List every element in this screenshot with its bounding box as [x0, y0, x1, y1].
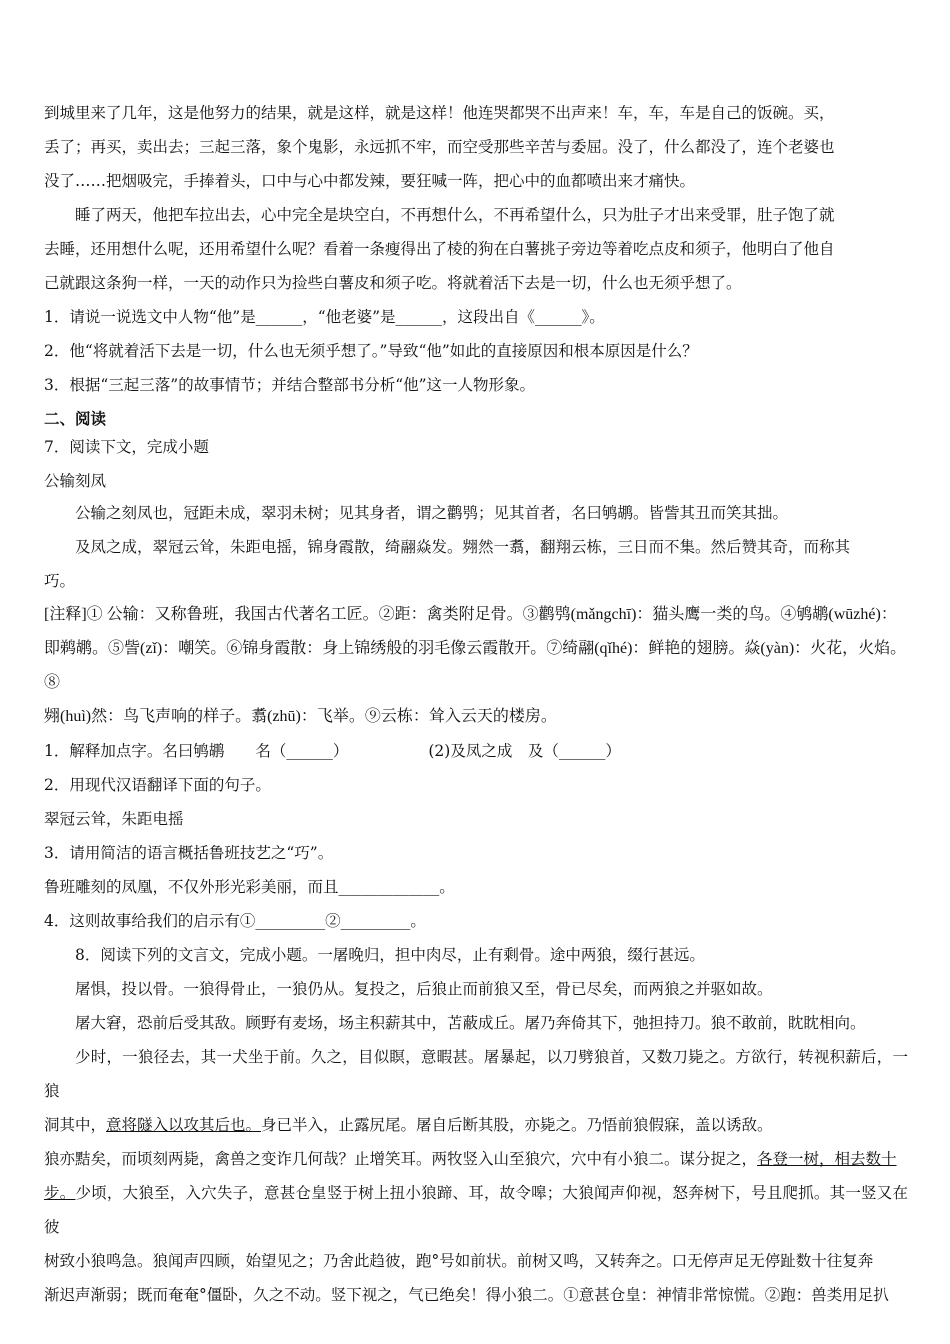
question-3: 3．根据“三起三落”的故事情节；并结合整部书分析“他”这一人物形象。	[44, 376, 536, 394]
passage1-line: 丢了；再买，卖出去；三起三落，象个鬼影，永远抓不牢，而空受那些辛苦与委屈。没了，什么都没了，连个老婆也	[44, 138, 835, 156]
annotation-line: [注释]① 公输：又称鲁班，我国古代著名工匠。②距：禽类附足骨。③鹳鸮(mǎngchī)：猫头鹰一类的鸟。④鸲鹕(wūzhé)：	[44, 606, 897, 623]
underlined-sentence: 步。	[44, 1184, 76, 1202]
question-7-intro: 7．阅读下文，完成小题	[44, 438, 209, 456]
passage1-line: 到城里来了几年，这是他努力的结果，就是这样，就是这样！他连哭都哭不出声来！车，车，车是自己的饭碗。买，	[44, 104, 835, 122]
q8-line	[44, 1176, 908, 1244]
passage-title: 公输刻凤	[44, 472, 107, 490]
document-page	[44, 96, 908, 1312]
section-heading: 二、阅读	[44, 410, 107, 428]
classical-text-line: 巧。	[44, 572, 76, 590]
question-1: 1．请说一说选文中人物“他”是______，“他老婆”是______，这段出自《______》。	[44, 308, 605, 326]
classical-text-line: 及凤之成，翠冠云耸，朱距电摇，锦身霞散，绮翮焱发。翙然一翥，翻翔云栋，三日而不集。然后赞其奇，而称其	[75, 538, 851, 556]
passage1-line: 己就跟这条狗一样，一天的动作只为捡些白薯皮和须子吃。将就着活下去是一切，什么也无须乎想了。	[44, 274, 742, 292]
q8-line: 渐迟声渐弱；既而奄奄°僵卧，久之不动。竖下视之，气已绝矣！得小狼二。①意甚仓皇：神情非常惊慌。②跑：兽类用足扒	[44, 1286, 889, 1304]
underlined-sentence: 各登一树，相去数十	[757, 1150, 897, 1168]
passage1-line: 没了……把烟吸完，手捧着头，口中与心中都发辣，要狂喊一阵，把心中的血都喷出来才痛快。	[44, 172, 696, 190]
question-7-1a: 1．解释加点字。名曰鸲鹕 名（______）	[44, 742, 349, 760]
q8-text: 少顷，大狼至，入穴失子，意甚仓皇竖于树上扭小狼蹄、耳，故令嗥；大狼闻声仰视，怒奔树下，号且爬抓。其一竖又在彼	[44, 1184, 908, 1236]
question-7-3: 3．请用简洁的语言概括鲁班技艺之“巧”。	[44, 844, 334, 862]
q8-line	[44, 1142, 908, 1176]
q8-line	[44, 1108, 908, 1142]
q8-line: 8．阅读下列的文言文，完成小题。一屠晚归，担中肉尽，止有剩骨。途中两狼，缀行甚远。	[75, 946, 705, 964]
q8-line: 树致小狼鸣急。狼闻声四顾，始望见之；乃舍此趋彼，跑°号如前状。前树又鸣，又转奔之。口无停声足无停趾数十往复奔	[44, 1252, 874, 1270]
question-7-1	[44, 734, 908, 768]
question-7-1b: (2)及凤之成 及（______）	[428, 742, 621, 760]
q8-text: 洞其中，	[44, 1116, 107, 1134]
passage1-line: 去睡，还用想什么呢，还用希望什么呢？看着一条瘦得出了棱的狗在白薯挑子旁边等着吃点皮和须子，他明白了他自	[44, 240, 835, 258]
question-7-3-answer: 鲁班雕刻的凤凰，不仅外形光彩美丽，而且_____________。	[44, 878, 455, 896]
annotation-line: 翙(huì)然：鸟飞声响的样子。翥(zhū)：飞举。⑨云栋：耸入云天的楼房。	[44, 708, 557, 725]
q8-line: 屠惧，投以骨。一狼得骨止，一狼仍从。复投之，后狼止而前狼又至，骨已尽矣，而两狼之并驱如故。	[75, 980, 773, 998]
question-7-4: 4．这则故事给我们的启示有①_________②_________。	[44, 912, 426, 930]
passage1-line: 睡了两天，他把车拉出去，心中完全是块空白，不再想什么，不再希望什么，只为肚子才出来受罪，肚子饱了就	[75, 206, 835, 224]
annotation-line: 即鹈鹕。⑤訾(zǐ)：嘲笑。⑥锦身霞散：身上锦绣般的羽毛像云霞散开。⑦绮翮(qǐhé)：鲜艳的翅膀。焱(yàn)：火花，火焰。⑧	[44, 640, 907, 691]
classical-text-line: 公输之刻凤也，冠距未成，翠羽未树；见其身者，谓之鹳鸮；见其首者，名曰鸲鹕。皆訾其丑而笑其拙。	[75, 504, 789, 522]
question-7-2: 2．用现代汉语翻译下面的句子。	[44, 776, 271, 794]
q8-line: 屠大窘，恐前后受其敌。顾野有麦场，场主积薪其中，苫蔽成丘。屠乃奔倚其下，弛担持刀。狼不敢前，眈眈相向。	[75, 1014, 866, 1032]
q8-text: 狼亦黠矣，而顷刻两毙，禽兽之变诈几何哉？止增笑耳。两牧竖入山至狼穴，穴中有小狼二。谋分捉之，	[44, 1150, 758, 1168]
question-2: 2．他“将就着活下去是一切，什么也无须乎想了。”导致“他”如此的直接原因和根本原因是什么？	[44, 342, 698, 360]
translate-sentence: 翠冠云耸，朱距电摇	[44, 810, 184, 828]
q8-line: 少时，一狼径去，其一犬坐于前。久之，目似瞑，意暇甚。屠暴起，以刀劈狼首，又数刀毙之。方欲行，转视积薪后，一狼	[44, 1048, 908, 1100]
underlined-sentence: 意将隧入以攻其后也。	[106, 1116, 262, 1134]
q8-text: 身已半入，止露尻尾。屠自后断其股，亦毙之。乃悟前狼假寐，盖以诱敌。	[261, 1116, 773, 1134]
